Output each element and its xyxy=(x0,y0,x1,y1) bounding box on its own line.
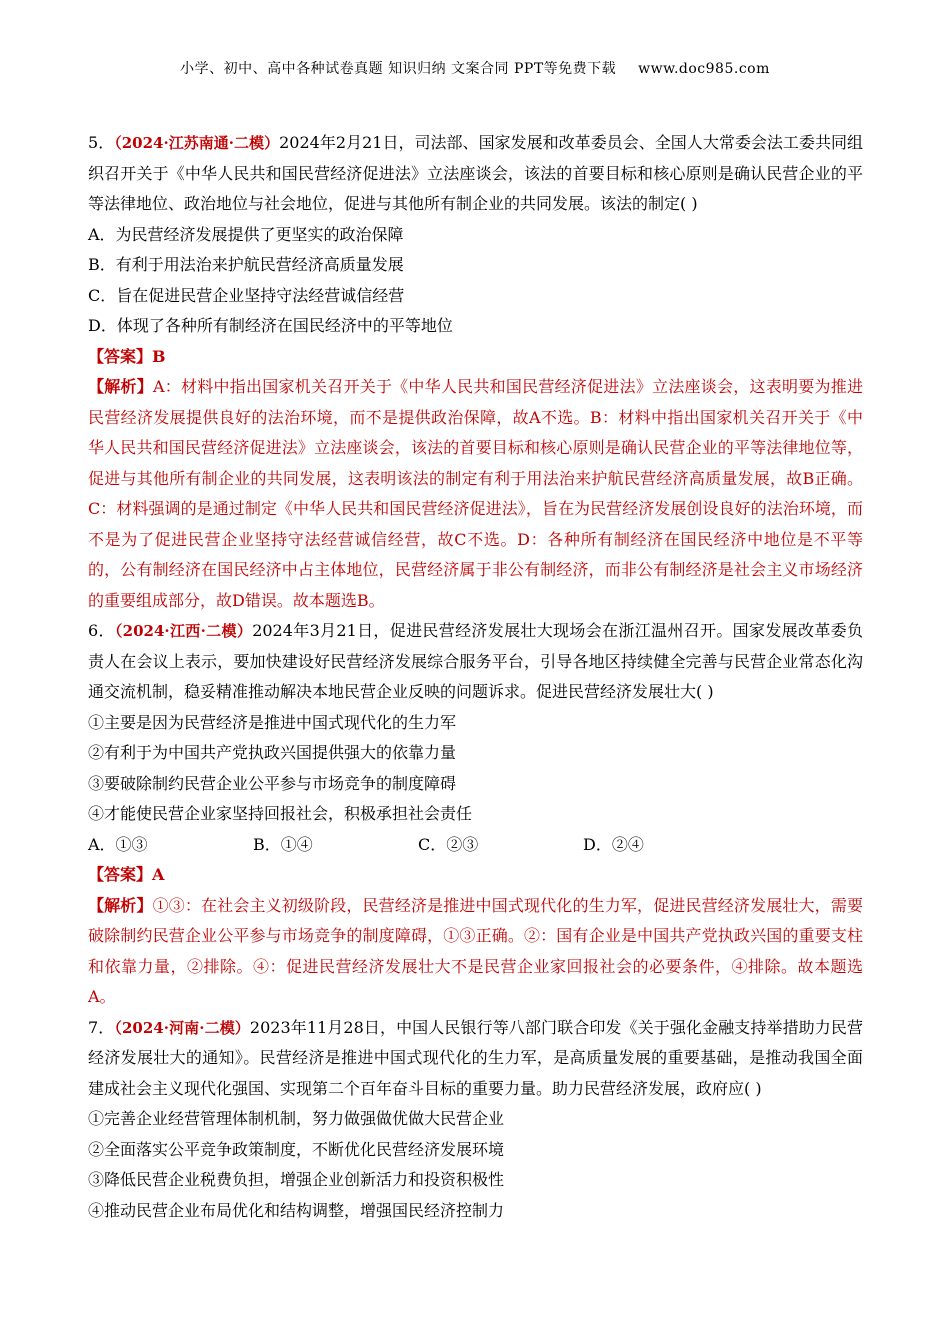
question-number: 5． xyxy=(88,133,115,152)
question-6-analysis xyxy=(88,891,863,1013)
analysis-tag: 【解析】 xyxy=(88,895,153,915)
analysis-tag: 【解析】 xyxy=(88,377,153,396)
question-text: 2023年11月28日，中国人民银行等八部门联合印发《关于强化金融支持举措助力民营经济发展壮大的通知》。民营经济是推进中国式现代化的生力军，是高质量发展的重要基础，是推动我国全面建成社会主义现代化强国、实现第二个百年奋斗目标的重要力量。助力民营经济发展，政府应( ) xyxy=(88,1017,863,1098)
question-5-answer xyxy=(88,342,863,373)
question-text: 2024年2月21日，司法部、国家发展和改革委员会、全国人大常委会法工委共同组织召开关于《中华人民共和国民营经济促进法》立法座谈会，该法的首要目标和核心原则是确认民营企业的平等法律地位、政治地位与社会地位，促进与其他所有制企业的共同发展。该法的制定( ) xyxy=(88,133,863,213)
statement-3: ③要破除制约民营企业公平参与市场竞争的制度障碍 xyxy=(88,773,457,793)
statement-2: ②有利于为中国共产党执政兴国提供强大的依靠力量 xyxy=(88,743,457,762)
statement-4: ④推动民营企业布局优化和结构调整，增强国民经济控制力 xyxy=(88,1200,505,1220)
question-7-stem xyxy=(88,1013,863,1105)
header-text: 小学、初中、高中各种试卷真题 知识归纳 文案合同 PPT等免费下载 xyxy=(180,61,617,77)
question-6-options xyxy=(88,830,863,861)
question-5-analysis xyxy=(88,372,863,616)
answer-tag: 【答案】 xyxy=(88,346,153,366)
question-text: 2024年3月21日，促进民营经济发展壮大现场会在浙江温州召开。国家发展改革委负责人在会议上表示，要加快建设好民营经济发展综合服务平台，引导各地区持续健全完善与民营企业常态化沟通交流机制，稳妥精准推动解决本地民营企业反映的问题诉求。促进民营经济发展壮大( ) xyxy=(88,621,863,701)
option-a: A．①③ xyxy=(88,834,148,854)
option-c: C．②③ xyxy=(418,834,479,854)
answer-tag: 【答案】 xyxy=(88,865,153,884)
analysis-text: A：材料中指出国家机关召开关于《中华人民共和国民营经济促进法》立法座谈会，这表明要为推进民营经济发展提供良好的法治环境，而不是提供政治保障，故A不选。B：材料中指出国家机关召开关于《中华人民共和国民营经济促进法》立法座谈会，该法的首要目标和核心原则是确认民营企业的平等法律地位等，促进与其他所有制企业的共同发展，这表明该法的制定有利于用法治来护航民营经济高质量发展，故B正确。C：材料强调的是通过制定《中华人民共和国民营经济促进法》，旨在为民营经济发展创设良好的法治环境，而不是为了促进民营企业坚持守法经营诚信经营，故C不选。D：各种所有制经济在国民经济中地位是不平等的，公有制经济在国民经济中占主体地位，民营经济属于非公有制经济，而非公有制经济是社会主义市场经济的重要组成部分，故D错误。故本题选B。 xyxy=(88,377,863,610)
header-site-link[interactable]: www.doc985.com xyxy=(638,61,770,77)
statement-1: ①完善企业经营管理体制机制，努力做强做优做大民营企业 xyxy=(88,1109,505,1128)
question-source: （2024·江西·二模） xyxy=(114,622,253,640)
document-body xyxy=(88,128,863,1226)
statement-4: ④才能使民营企业家坚持回报社会，积极承担社会责任 xyxy=(88,804,473,823)
question-source: （2024·河南·二模） xyxy=(114,1018,250,1037)
question-source: （2024·江苏南通·二模） xyxy=(114,134,280,152)
question-number: 7． xyxy=(88,1017,115,1037)
statement-1: ①主要是因为民营经济是推进中国式现代化的生力军 xyxy=(88,712,457,732)
statement-3: ③降低民营企业税费负担，增强企业创新活力和投资积极性 xyxy=(88,1170,505,1189)
statement-2: ②全面落实公平竞争政策制度，不断优化民营经济发展环境 xyxy=(88,1139,505,1159)
question-6-answer xyxy=(88,860,863,891)
question-number: 6． xyxy=(88,621,115,640)
option-d: D．体现了各种所有制经济在国民经济中的平等地位 xyxy=(88,316,453,335)
answer-value: B xyxy=(152,346,166,366)
option-b: B．有利于用法治来护航民营经济高质量发展 xyxy=(88,255,404,274)
page-header xyxy=(0,58,950,78)
option-d: D．②④ xyxy=(583,834,644,854)
question-5-stem xyxy=(88,128,863,220)
analysis-text: ①③：在社会主义初级阶段，民营经济是推进中国式现代化的生力军，促进民营经济发展壮大，需要破除制约民营企业公平参与市场竞争的制度障碍，①③正确。②：国有企业是中国共产党执政兴国的重要支柱和依靠力量，②排除。④：促进民营经济发展壮大不是民营企业家回报社会的必要条件，④排除。故本题选A。 xyxy=(88,895,863,1006)
question-6-stem xyxy=(88,616,863,708)
option-b: B．①④ xyxy=(253,834,313,854)
option-c: C．旨在促进民营企业坚持守法经营诚信经营 xyxy=(88,285,405,305)
answer-value: A xyxy=(152,865,165,884)
option-a: A．为民营经济发展提供了更坚实的政治保障 xyxy=(88,224,404,244)
